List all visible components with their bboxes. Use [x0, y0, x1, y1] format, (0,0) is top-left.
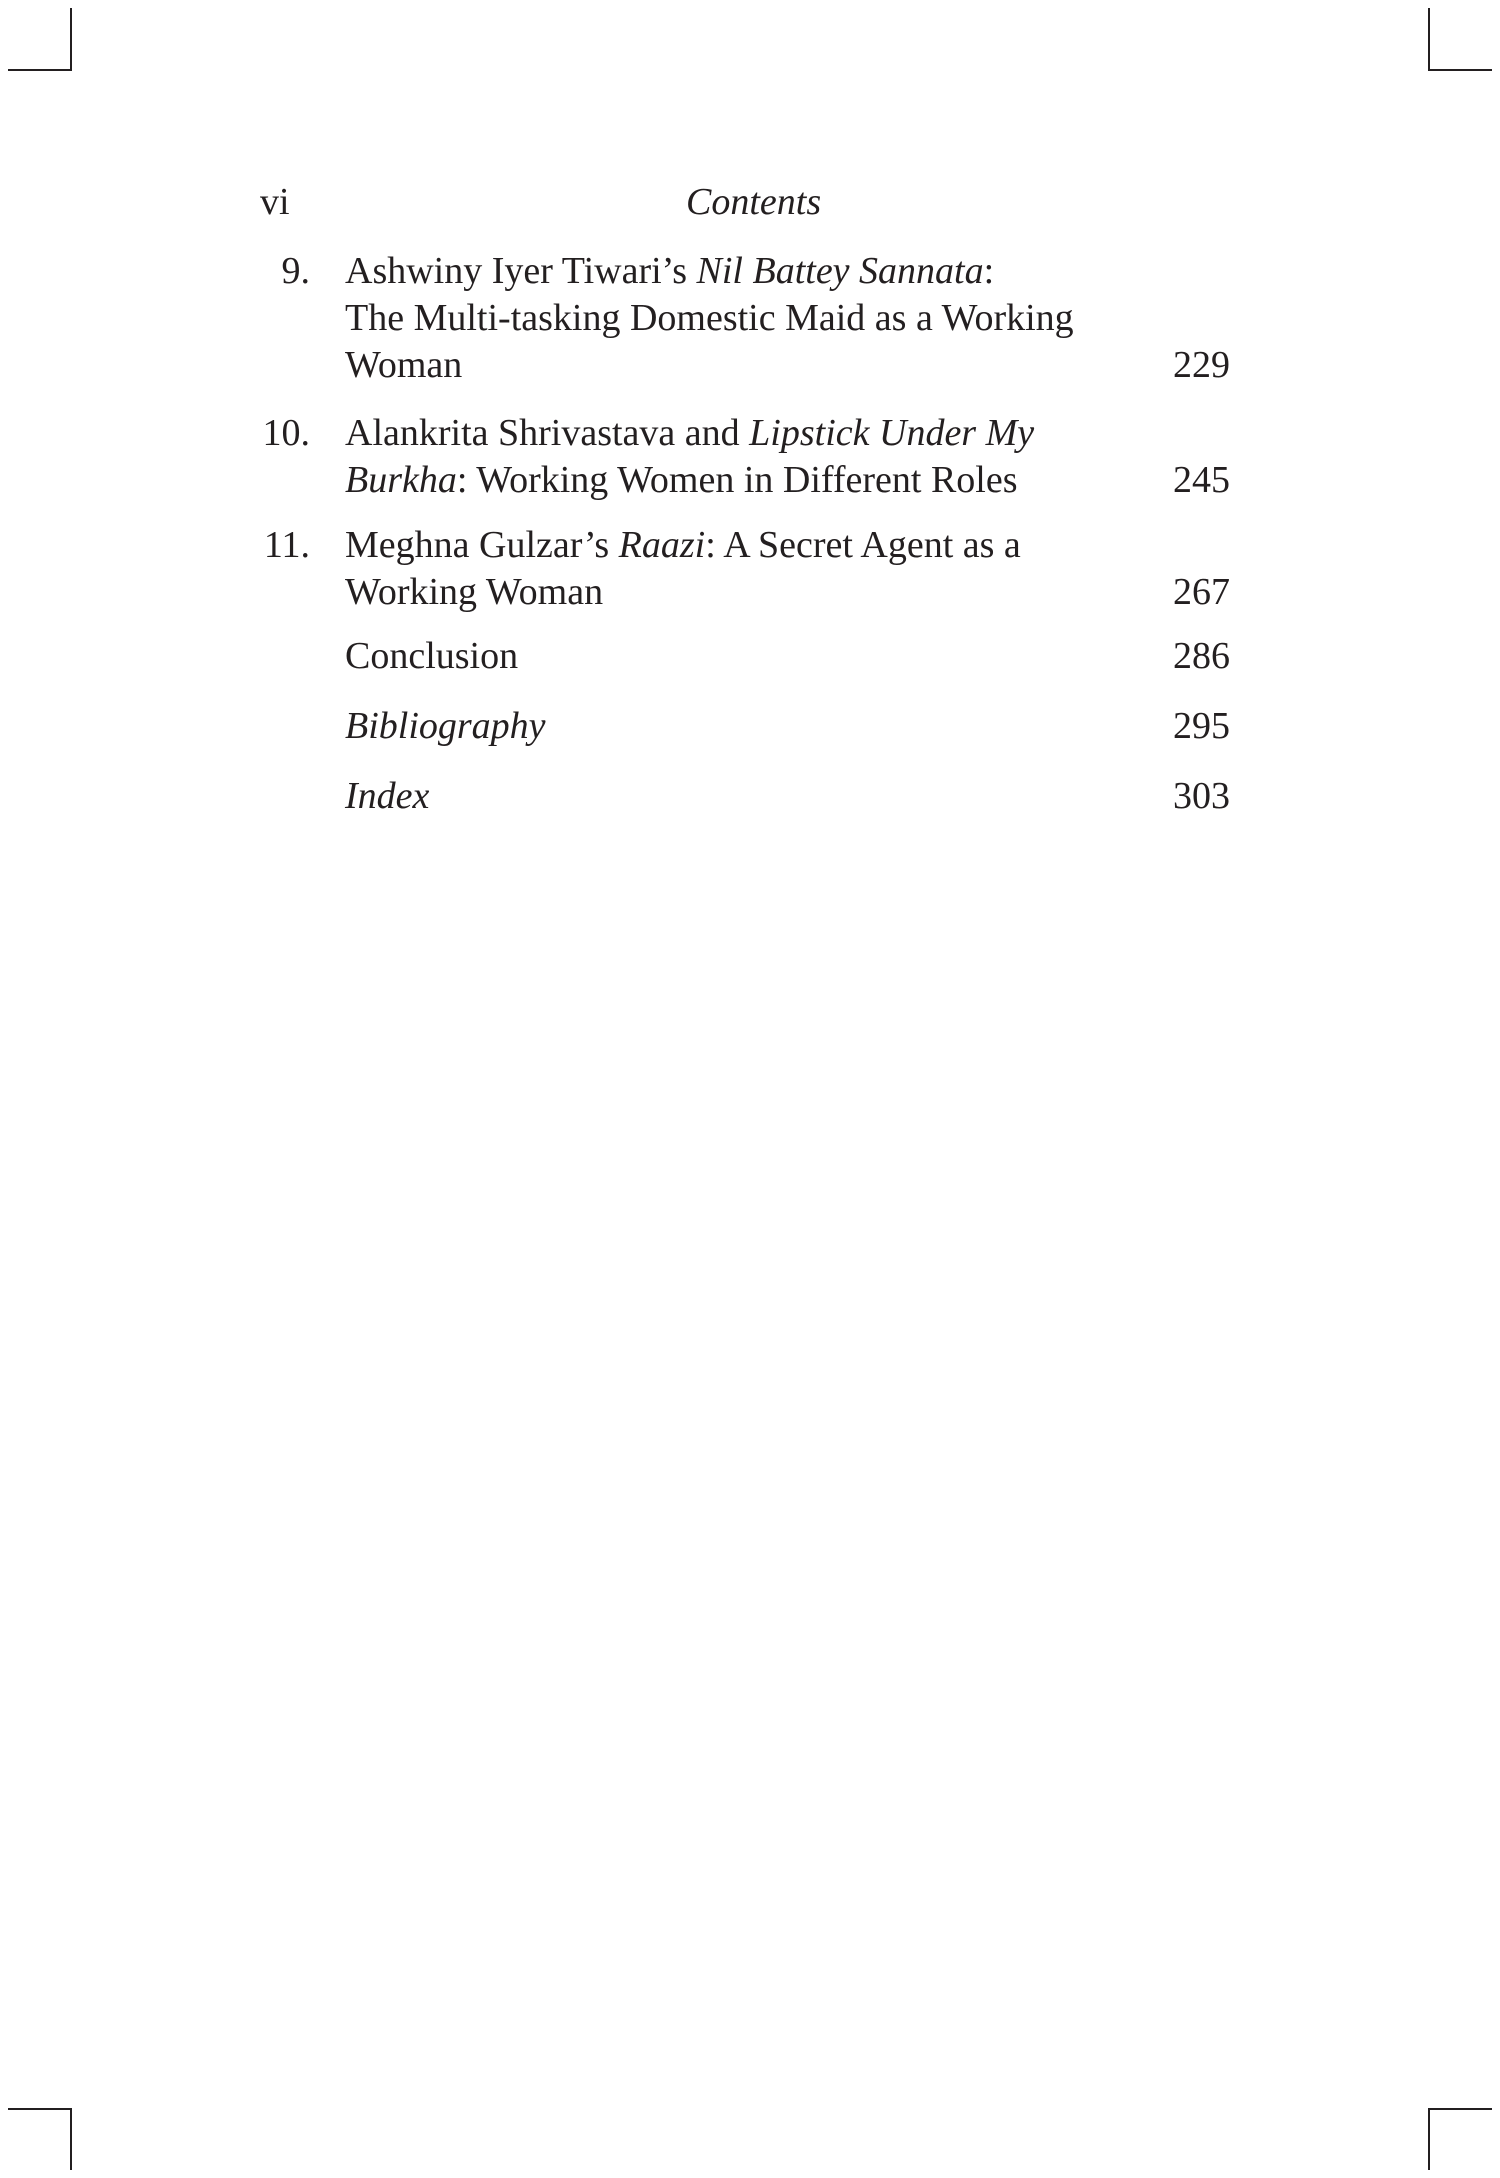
toc-entry [250, 248, 1240, 389]
title-text: : Working Women in Different Roles [456, 459, 1018, 501]
toc-page-number: 245 [1173, 459, 1230, 501]
toc-page-number: 229 [1173, 344, 1230, 386]
toc-entry-number: 11. [263, 524, 310, 566]
toc-page-number: 286 [1173, 635, 1230, 677]
toc-entry [250, 633, 1240, 680]
title-text: The Multi-tasking Domestic Maid as a Working [345, 297, 1074, 339]
toc-entry-title-line [345, 569, 603, 616]
crop-mark-top-left-horizontal [8, 69, 72, 71]
running-title: Contents [686, 181, 822, 223]
toc-entry [250, 522, 1240, 616]
page-folio: vi [260, 181, 290, 223]
title-text: Alankrita Shrivastava and [345, 412, 750, 454]
toc-page-number: 303 [1173, 775, 1230, 817]
crop-mark-top-right-vertical [1428, 8, 1430, 70]
title-text: Meghna Gulzar’s [345, 524, 619, 566]
title-text: Conclusion [345, 635, 519, 677]
title-italic-text: Nil Battey Sannata [696, 250, 984, 292]
toc-entry [250, 703, 1240, 750]
toc-entry-title-line [345, 410, 1034, 457]
crop-mark-top-right-horizontal [1428, 69, 1492, 71]
toc-page-number: 295 [1173, 705, 1230, 747]
crop-mark-bottom-left-horizontal [8, 2108, 72, 2110]
toc-entry [250, 773, 1240, 820]
crop-mark-bottom-right-horizontal [1428, 2108, 1492, 2110]
title-italic-text: Bibliography [345, 705, 546, 747]
toc-entry-number: 10. [262, 412, 310, 454]
title-italic-text: Burkha [345, 459, 457, 501]
title-text: : [983, 250, 995, 292]
toc-entry-title-line [345, 703, 546, 750]
toc-entry [250, 410, 1240, 504]
title-italic-text: Index [345, 775, 430, 817]
title-italic-text: Lipstick Under My [749, 412, 1035, 454]
title-italic-text: Raazi [618, 524, 706, 566]
toc-entry-title-line [345, 342, 462, 389]
title-text: Ashwiny Iyer Tiwari’s [345, 250, 697, 292]
title-text: Woman [345, 344, 463, 386]
toc-entry-title-line [345, 457, 1018, 504]
toc-entry-title-line [345, 248, 994, 295]
crop-mark-bottom-left-vertical [70, 2108, 72, 2170]
crop-mark-bottom-right-vertical [1428, 2108, 1430, 2170]
title-text: Working Woman [345, 571, 604, 613]
toc-entry-title-line [345, 633, 518, 680]
toc-entry-number: 9. [281, 250, 310, 292]
toc-page-number: 267 [1173, 571, 1230, 613]
toc-entry-title-line [345, 773, 429, 820]
toc-entry-title-line [345, 522, 1021, 569]
title-text: : A Secret Agent as a [705, 524, 1021, 566]
toc-entry-title-line [345, 295, 1074, 342]
crop-mark-top-left-vertical [70, 8, 72, 70]
